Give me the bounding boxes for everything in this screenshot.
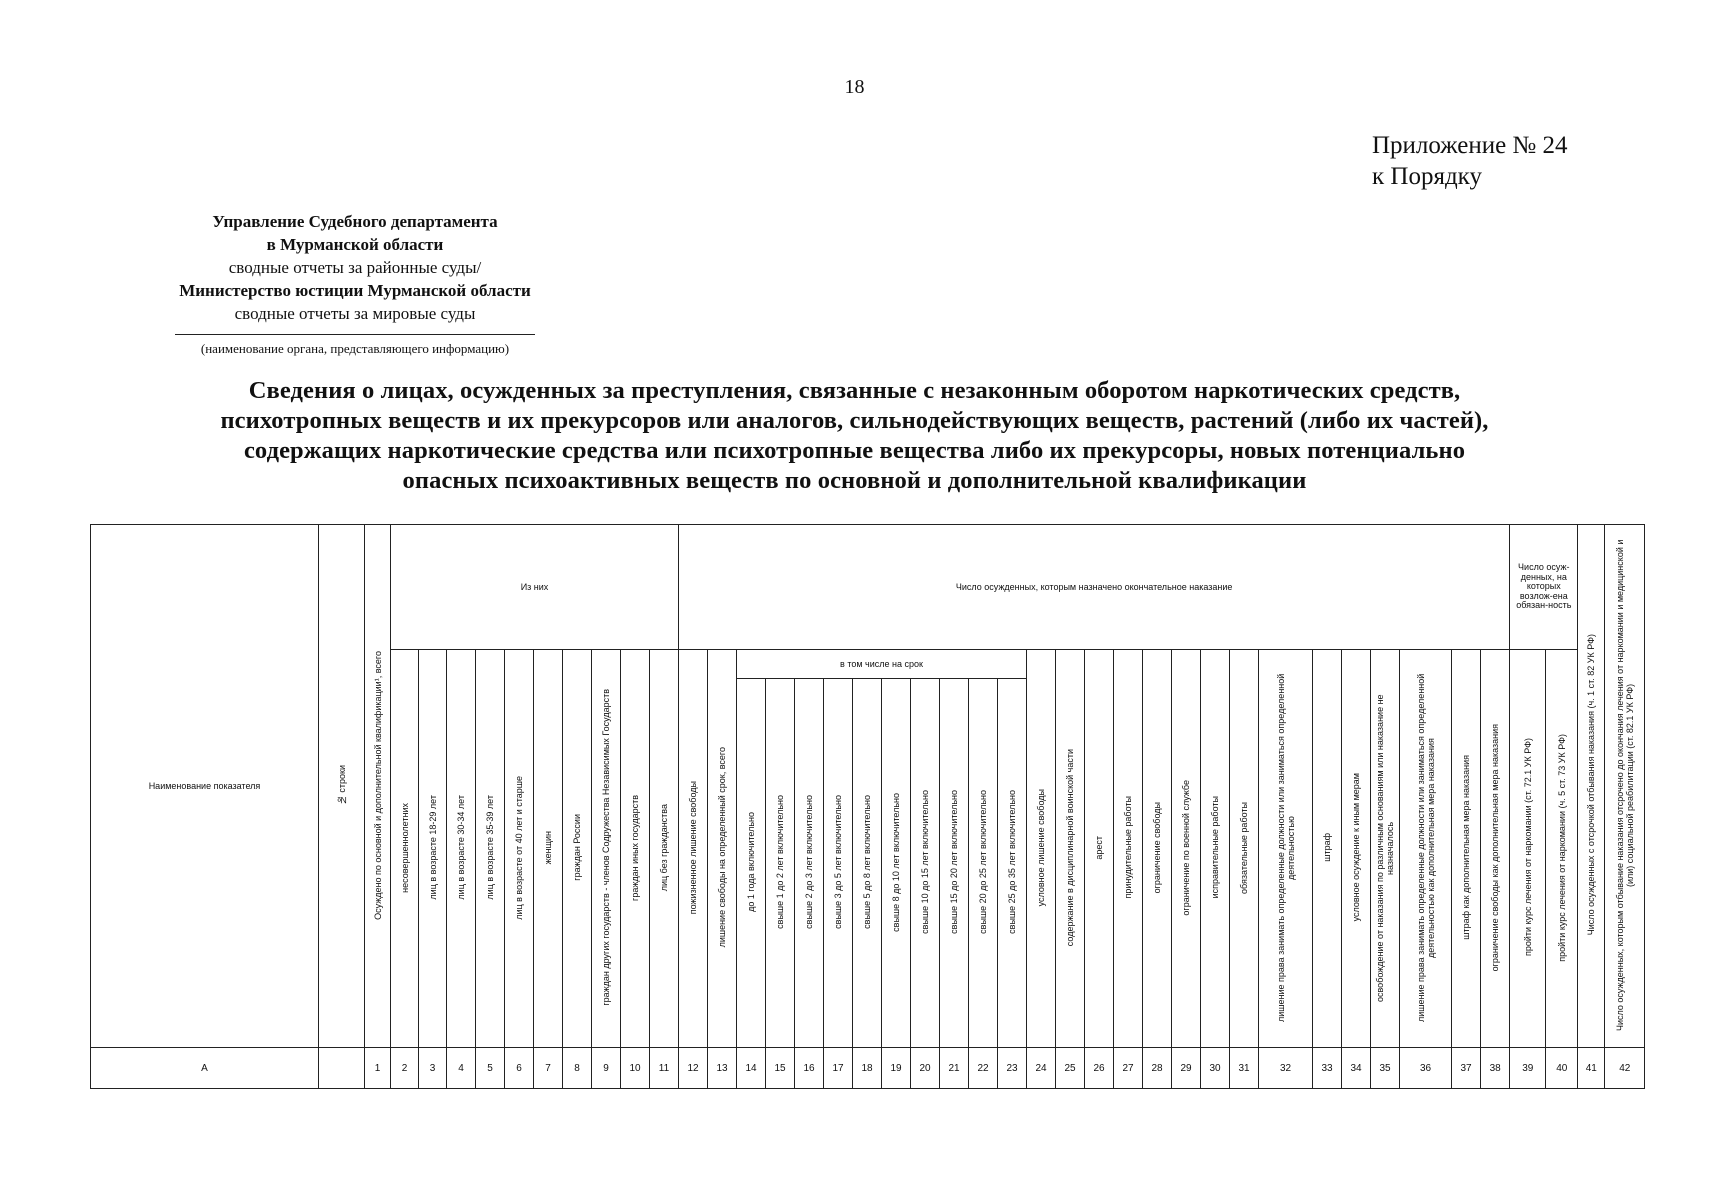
header-iz-nih-6 — [534, 650, 563, 1048]
header-rest-8-text: обязательные работы — [1239, 801, 1249, 894]
header-col-41-text: Число осужденных с отсрочкой отбывания наказания (ч. 1 ст. 82 УК РФ) — [1586, 634, 1597, 936]
header-srok-7 — [911, 679, 940, 1048]
header-iz-nih-7 — [563, 650, 592, 1048]
column-number-30: 30 — [1201, 1048, 1230, 1089]
column-number-40: 40 — [1546, 1048, 1578, 1089]
column-number-7: 7 — [534, 1048, 563, 1089]
organization-block — [90, 210, 620, 360]
header-rest-10 — [1313, 650, 1342, 1048]
org-caption: (наименование органа, представляющего информацию) — [200, 341, 510, 356]
appendix-line-1: Приложение № 24 — [1372, 132, 1568, 159]
column-number-22: 22 — [969, 1048, 998, 1089]
column-number-14: 14 — [737, 1048, 766, 1089]
header-iz-nih-4 — [476, 650, 505, 1048]
appendix-label — [1372, 130, 1568, 192]
header-srok-4 — [824, 679, 853, 1048]
header-rest-2-text: содержание в дисциплинарной воинской части — [1065, 748, 1075, 947]
header-obyaz-2 — [1546, 650, 1578, 1048]
header-srok-10 — [998, 679, 1027, 1048]
header-rest-4 — [1114, 650, 1143, 1048]
column-number-39: 39 — [1510, 1048, 1546, 1089]
org-underline — [175, 334, 535, 335]
header-srok-1-text: до 1 года включительно — [746, 812, 756, 912]
header-group-obyazannost: Число осуж-денных, на которых возлож-ена обязан-ность — [1510, 525, 1578, 650]
column-number-16: 16 — [795, 1048, 824, 1089]
column-number-13: 13 — [708, 1048, 737, 1089]
header-iz-nih-3-text: лиц в возрасте 30-34 лет — [456, 795, 466, 900]
header-obyaz-1-text: пройти курс лечения от наркомании (ст. 72.1 УК РФ) — [1522, 738, 1533, 957]
header-iz-nih-8 — [592, 650, 621, 1048]
column-number-34: 34 — [1342, 1048, 1371, 1089]
title-line-3: содержащих наркотические средства или психотропные вещества либо их прекурсоры, новых потенциально — [243, 437, 1466, 464]
column-number-23: 23 — [998, 1048, 1027, 1089]
header-srok-3-text: свыше 2 до 3 лет включительно — [804, 795, 814, 929]
header-srok-3 — [795, 679, 824, 1048]
column-number-2: 2 — [391, 1048, 419, 1089]
column-number-32: 32 — [1259, 1048, 1313, 1089]
column-number-10: 10 — [621, 1048, 650, 1089]
header-rest-4-text: принудительные работы — [1123, 796, 1133, 899]
org-line-2: в Мурманской области — [266, 235, 444, 254]
header-srok-8 — [940, 679, 969, 1048]
header-rest-12 — [1371, 650, 1400, 1048]
header-rest-8 — [1230, 650, 1259, 1048]
column-number-12: 12 — [679, 1048, 708, 1089]
header-rest-9-text: лишение права занимать определенные должности или заниматься определенной деятельностью — [1275, 673, 1296, 1022]
header-rest-13-text: лишение права занимать определенные должности или заниматься определенной деятельностью как дополнительная мера наказания — [1415, 673, 1436, 1022]
column-number-19: 19 — [882, 1048, 911, 1089]
header-srok-5-text: свыше 5 до 8 лет включительно — [862, 795, 872, 929]
header-rest-10-text: штраф — [1322, 833, 1332, 862]
header-srok-9-text: свыше 20 до 25 лет включительно — [978, 790, 988, 934]
column-number-38: 38 — [1481, 1048, 1510, 1089]
column-number-42: 42 — [1605, 1048, 1645, 1089]
header-rest-3 — [1085, 650, 1114, 1048]
header-col-13-text: лишение свободы на определенный срок, всего — [717, 747, 727, 948]
header-col-13 — [708, 650, 737, 1048]
column-number-9: 9 — [592, 1048, 621, 1089]
column-number-37: 37 — [1452, 1048, 1481, 1089]
header-rest-11 — [1342, 650, 1371, 1048]
header-iz-nih-2 — [419, 650, 447, 1048]
column-number-24: 24 — [1027, 1048, 1056, 1089]
column-number-25: 25 — [1056, 1048, 1085, 1089]
org-line-3: сводные отчеты за районные суды/ — [228, 258, 482, 277]
header-iz-nih-1 — [391, 650, 419, 1048]
document-title — [20, 376, 1689, 496]
header-row-number-text: № строки — [336, 764, 347, 806]
header-iz-nih-8-text: граждан других государств - членов Содружества Независимых Государств — [601, 689, 611, 1006]
header-iz-nih-10-text: лиц без гражданства — [659, 803, 669, 892]
header-srok-4-text: свыше 3 до 5 лет включительно — [833, 795, 843, 929]
column-number-41: 41 — [1578, 1048, 1605, 1089]
org-line-4: Министерство юстиции Мурманской области — [179, 281, 531, 300]
header-srok-9 — [969, 679, 998, 1048]
header-srok-6 — [882, 679, 911, 1048]
header-rest-15 — [1481, 650, 1510, 1048]
header-col-1 — [365, 525, 391, 1048]
header-rest-3-text: арест — [1094, 835, 1104, 860]
header-rest-5-text: ограничение свободы — [1152, 801, 1162, 894]
column-number-28: 28 — [1143, 1048, 1172, 1089]
column-number-27: 27 — [1114, 1048, 1143, 1089]
org-line-1: Управление Судебного департамента — [212, 212, 498, 231]
header-col-41 — [1578, 525, 1605, 1048]
column-number-row — [91, 1048, 1645, 1089]
column-number-35: 35 — [1371, 1048, 1400, 1089]
header-rest-5 — [1143, 650, 1172, 1048]
header-col-42 — [1605, 525, 1645, 1048]
header-obyaz-1 — [1510, 650, 1546, 1048]
header-rest-11-text: условное осуждение к иным мерам — [1351, 773, 1361, 922]
header-rest-1-text: условное лишение свободы — [1036, 788, 1046, 907]
column-number-8: 8 — [563, 1048, 592, 1089]
header-rest-7-text: исправительные работы — [1210, 796, 1220, 899]
header-rest-2 — [1056, 650, 1085, 1048]
header-group-iz-nih: Из них — [391, 525, 679, 650]
column-number-6: 6 — [505, 1048, 534, 1089]
column-number-20: 20 — [911, 1048, 940, 1089]
column-number-4: 4 — [447, 1048, 476, 1089]
header-rest-9 — [1259, 650, 1313, 1048]
page-number: 18 — [844, 76, 865, 98]
org-line-5: сводные отчеты за мировые суды — [234, 304, 476, 323]
header-rest-1 — [1027, 650, 1056, 1048]
header-srok-5 — [853, 679, 882, 1048]
column-number-18: 18 — [853, 1048, 882, 1089]
header-rest-12-text: освобождение от наказания по различным основаниям или наказание не назначалось — [1375, 693, 1395, 1002]
header-iz-nih-1-text: несовершеннолетних — [399, 802, 410, 893]
header-rest-6-text: ограничение по военной службе — [1181, 779, 1191, 916]
column-number-21: 21 — [940, 1048, 969, 1089]
header-rest-15-text: ограничение свободы как дополнительная мера наказания — [1490, 723, 1501, 972]
column-number-26: 26 — [1085, 1048, 1114, 1089]
row-label-cell: А — [91, 1048, 319, 1089]
column-number-1: 1 — [365, 1048, 391, 1089]
header-col-12-text: пожизненное лишение свободы — [688, 780, 698, 915]
header-rest-7 — [1201, 650, 1230, 1048]
column-number-17: 17 — [824, 1048, 853, 1089]
header-srok-6-text: свыше 8 до 10 лет включительно — [891, 792, 901, 932]
title-line-1: Сведения о лицах, осужденных за преступления, связанные с незаконным оборотом наркотических средств, — [248, 377, 1461, 404]
header-iz-nih-2-text: лиц в возрасте 18-29 лет — [427, 795, 438, 900]
column-number-36: 36 — [1400, 1048, 1452, 1089]
column-number-3: 3 — [419, 1048, 447, 1089]
header-indicator-name: Наименование показателя — [91, 525, 319, 1048]
header-srok-10-text: свыше 25 до 35 лет включительно — [1007, 790, 1017, 934]
header-iz-nih-4-text: лиц в возрасте 35-39 лет — [485, 795, 495, 900]
header-col-42-text: Число осужденных, которым отбывание наказания отсрочено до окончания лечения от наркомании и медицинской и (или) социальной реабилитации (ст. 82.1 УК РФ) — [1614, 539, 1635, 1031]
header-col-1-text: Осуждено по основной и дополнительной квалификации¹, всего — [372, 650, 383, 920]
header-group-srok: в том числе на срок — [737, 650, 1027, 679]
header-srok-1 — [737, 679, 766, 1048]
header-iz-nih-5-text: лиц в возрасте от 40 лет и старше — [514, 775, 524, 920]
header-rest-14-text: штраф как дополнительная мера наказания — [1461, 755, 1471, 940]
header-rest-14 — [1452, 650, 1481, 1048]
header-iz-nih-10 — [650, 650, 679, 1048]
header-rest-13 — [1400, 650, 1452, 1048]
header-srok-7-text: свыше 10 до 15 лет включительно — [920, 790, 930, 934]
header-srok-8-text: свыше 15 до 20 лет включительно — [949, 790, 959, 934]
header-iz-nih-6-text: женщин — [543, 830, 553, 865]
header-col-12 — [679, 650, 708, 1048]
header-iz-nih-3 — [447, 650, 476, 1048]
column-number-11: 11 — [650, 1048, 679, 1089]
column-number-29: 29 — [1172, 1048, 1201, 1089]
appendix-line-2: к Порядку — [1372, 163, 1482, 190]
header-iz-nih-9-text: граждан иных государств — [630, 794, 640, 901]
header-iz-nih-5 — [505, 650, 534, 1048]
column-number-5: 5 — [476, 1048, 505, 1089]
header-iz-nih-7-text: граждан России — [572, 814, 582, 881]
header-srok-2 — [766, 679, 795, 1048]
row-number-cell — [319, 1048, 365, 1089]
title-line-2: психотропных веществ и их прекурсоров или аналогов, сильнодействующих веществ, растений (либо их частей), — [220, 407, 1489, 434]
header-srok-2-text: свыше 1 до 2 лет включительно — [775, 795, 785, 929]
column-number-33: 33 — [1313, 1048, 1342, 1089]
header-rest-6 — [1172, 650, 1201, 1048]
header-group-nakazanie: Число осужденных, которым назначено окончательное наказание — [679, 525, 1510, 650]
column-number-15: 15 — [766, 1048, 795, 1089]
report-table — [90, 524, 1645, 1089]
header-row-number — [319, 525, 365, 1048]
header-iz-nih-9 — [621, 650, 650, 1048]
header-obyaz-2-text: пройти курс лечения от наркомании (ч. 5 ст. 73 УК РФ) — [1556, 733, 1567, 962]
title-line-4: опасных психоактивных веществ по основной и дополнительной квалификации — [402, 467, 1307, 494]
column-number-31: 31 — [1230, 1048, 1259, 1089]
